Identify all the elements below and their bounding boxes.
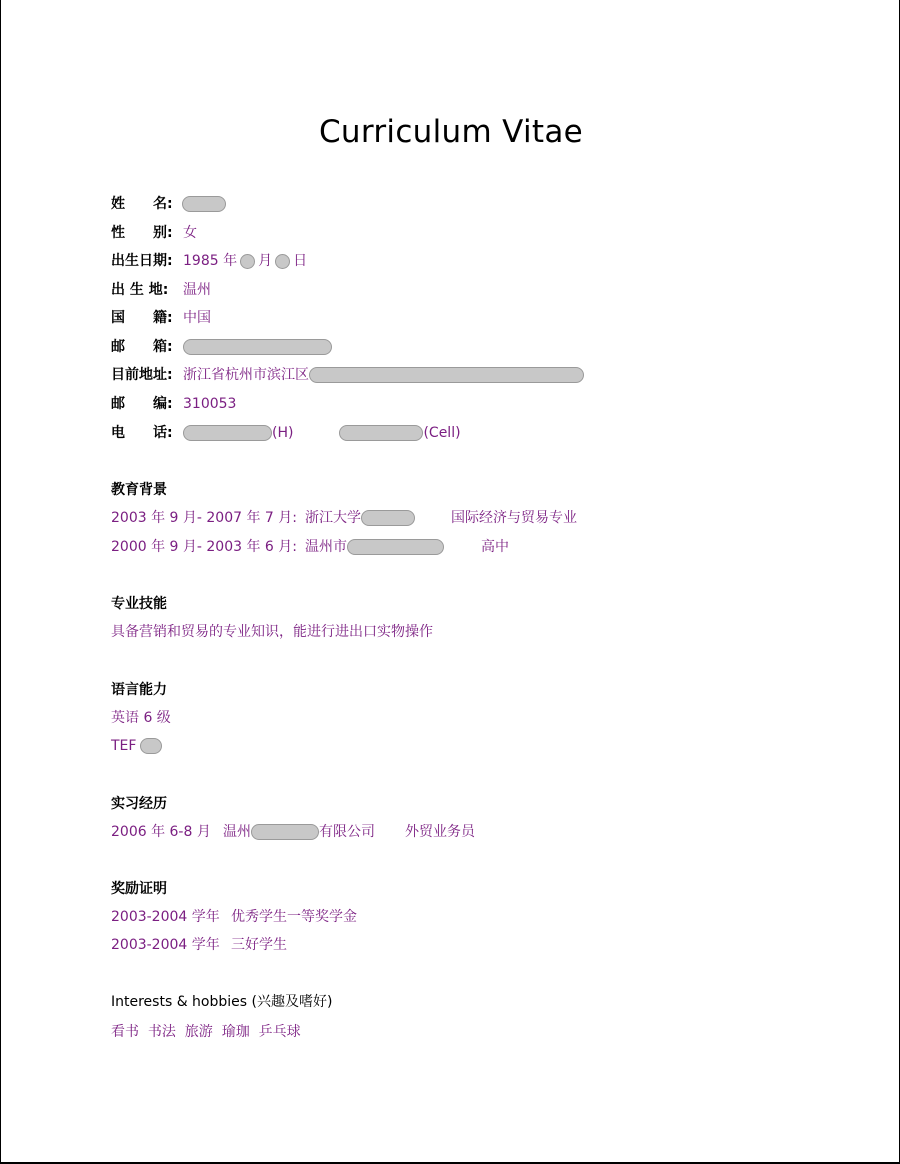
education-period: 2003 年 9 月- 2007 年 7 月: bbox=[111, 510, 297, 526]
language-item bbox=[111, 707, 171, 729]
language-item-text: TEF bbox=[111, 738, 137, 754]
email-label: 邮 箱: bbox=[111, 339, 173, 355]
birth-day-unit: 日 bbox=[293, 253, 308, 269]
address-value: 浙江省杭州市滨江区 bbox=[183, 367, 309, 383]
hobbies-text: 看书 书法 旅游 瑜珈 乒乓球 bbox=[111, 1024, 301, 1040]
gender-label: 性 别: bbox=[111, 225, 173, 241]
education-school: 温州市 bbox=[305, 539, 347, 555]
nationality-label: 国 籍: bbox=[111, 310, 173, 326]
award-name: 三好学生 bbox=[231, 937, 287, 953]
nationality-value: 中国 bbox=[183, 310, 211, 326]
education-school: 浙江大学 bbox=[305, 510, 361, 526]
phone-cell-suffix: (Cell) bbox=[423, 425, 461, 441]
birth-label: 出生日期: bbox=[111, 253, 173, 269]
birthplace-label: 出 生 地: bbox=[111, 282, 169, 298]
gender-row bbox=[111, 222, 197, 244]
internship-item bbox=[111, 821, 475, 843]
language-item-text: 英语 6 级 bbox=[111, 710, 171, 726]
birth-year: 1985 年 bbox=[183, 253, 238, 269]
postcode-value: 310053 bbox=[183, 396, 237, 412]
redacted-home-phone bbox=[183, 425, 272, 441]
redacted-address bbox=[309, 367, 584, 383]
postcode-row bbox=[111, 393, 236, 415]
nationality-row bbox=[111, 307, 211, 329]
education-period: 2000 年 9 月- 2003 年 6 月: bbox=[111, 539, 297, 555]
birth-row bbox=[111, 250, 307, 272]
page-title: Curriculum Vitae bbox=[318, 114, 584, 150]
name-row bbox=[111, 193, 226, 215]
skills-text: 具备营销和贸易的专业知识，能进行进出口实物操作 bbox=[111, 624, 433, 640]
award-year: 2003-2004 学年 bbox=[111, 937, 220, 953]
hobbies-row bbox=[111, 1021, 301, 1043]
birth-month-unit: 月 bbox=[258, 253, 273, 269]
phone-label: 电 话: bbox=[111, 425, 173, 441]
phone-home-suffix: (H) bbox=[272, 425, 294, 441]
phone-row bbox=[111, 422, 461, 444]
award-item bbox=[111, 934, 287, 956]
redacted-email bbox=[183, 339, 332, 355]
redacted-school-detail bbox=[361, 510, 415, 526]
redacted-name bbox=[182, 196, 226, 212]
language-item bbox=[111, 735, 162, 757]
education-item bbox=[111, 507, 577, 529]
birthplace-value: 温州 bbox=[183, 282, 211, 298]
skills-text-row bbox=[111, 621, 433, 643]
email-row bbox=[111, 336, 332, 358]
education-major: 国际经济与贸易专业 bbox=[451, 510, 577, 526]
education-item bbox=[111, 536, 509, 558]
education-major: 高中 bbox=[481, 539, 509, 555]
internship-period: 2006 年 6-8 月 bbox=[111, 824, 211, 840]
name-label: 姓 名: bbox=[111, 196, 173, 212]
redacted-company-name bbox=[251, 824, 319, 840]
redacted-school-detail bbox=[347, 539, 444, 555]
address-label: 目前地址: bbox=[111, 367, 173, 383]
redacted-tef-score bbox=[140, 738, 162, 754]
internship-role: 外贸业务员 bbox=[405, 824, 475, 840]
address-row bbox=[111, 364, 584, 386]
education-heading: 教育背景 bbox=[111, 482, 167, 498]
internship-company-suffix: 有限公司 bbox=[319, 824, 375, 840]
award-name: 优秀学生一等奖学金 bbox=[231, 909, 357, 925]
postcode-label: 邮 编: bbox=[111, 396, 173, 412]
award-year: 2003-2004 学年 bbox=[111, 909, 220, 925]
redacted-cell-phone bbox=[339, 425, 423, 441]
redacted-birth-day bbox=[275, 254, 290, 269]
internship-heading: 实习经历 bbox=[111, 796, 167, 812]
gender-value: 女 bbox=[183, 225, 197, 241]
birthplace-row bbox=[111, 279, 211, 301]
redacted-birth-month bbox=[240, 254, 255, 269]
skills-heading: 专业技能 bbox=[111, 596, 167, 612]
awards-heading: 奖励证明 bbox=[111, 881, 167, 897]
award-item bbox=[111, 906, 357, 928]
hobbies-heading: Interests & hobbies (兴趣及嗜好) bbox=[111, 994, 333, 1010]
internship-company-prefix: 温州 bbox=[223, 824, 251, 840]
language-heading: 语言能力 bbox=[111, 682, 167, 698]
